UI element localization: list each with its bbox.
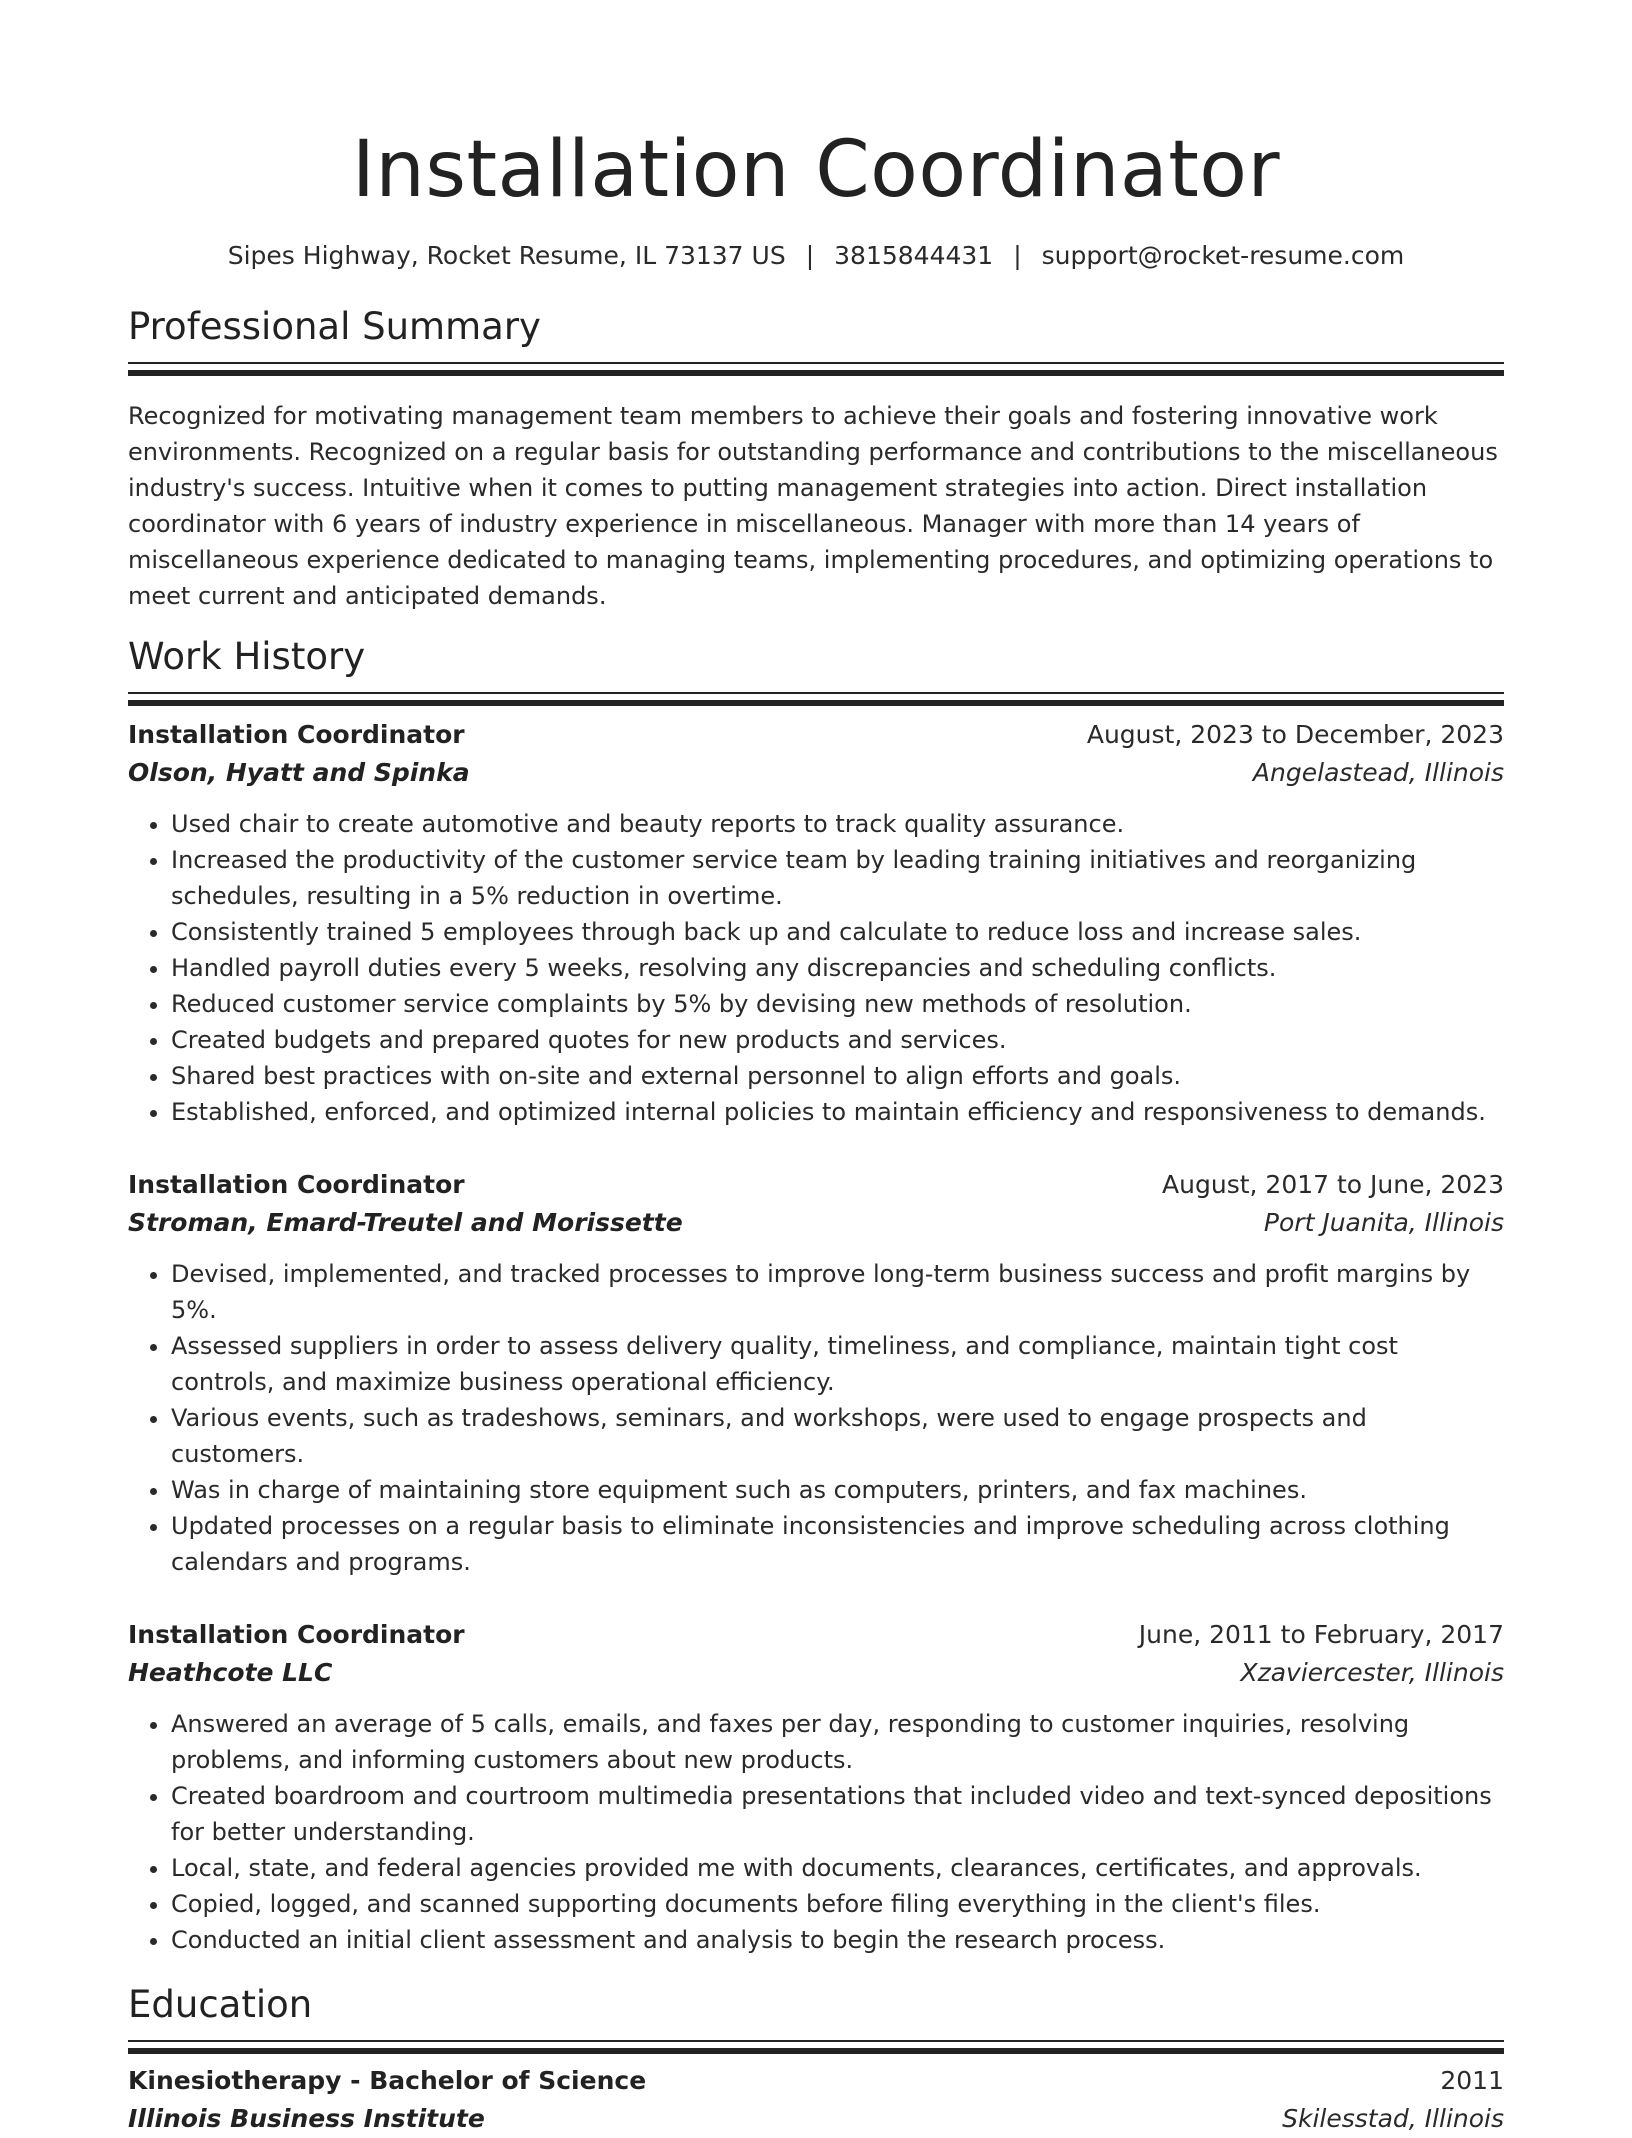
education-entry <box>128 2062 1504 2138</box>
bullet-item: • Shared best practices with on-site and external personnel to align efforts and goals. <box>171 1058 1504 1094</box>
education-year: 2011 <box>1440 2066 1504 2095</box>
education-section <box>128 1982 1504 2138</box>
job-title: Installation Coordinator <box>128 720 465 749</box>
bullet-item: • Increased the productivity of the customer service team by leading training initiatives and reorganizing schedules, resulting in a 5% reduction in overtime. <box>171 842 1504 914</box>
bullet-item: • Copied, logged, and scanned supporting documents before filing everything in the client's files. <box>171 1886 1504 1922</box>
job-dates: August, 2017 to June, 2023 <box>1162 1170 1504 1199</box>
education-location: Skilesstad, Illinois <box>1282 2104 1504 2133</box>
contact-separator: | <box>805 241 815 270</box>
bullet-item: • Reduced customer service complaints by 5% by devising new methods of resolution. <box>171 986 1504 1022</box>
bullet-item: • Consistently trained 5 employees through back up and calculate to reduce loss and increase sales. <box>171 914 1504 950</box>
education-school: Illinois Business Institute <box>128 2104 485 2133</box>
job-title: Installation Coordinator <box>128 1620 465 1649</box>
bullet-item: • Devised, implemented, and tracked processes to improve long-term business success and profit margins by 5%. <box>171 1256 1504 1328</box>
education-degree: Kinesiotherapy - Bachelor of Science <box>128 2066 647 2095</box>
section-divider <box>128 692 1504 694</box>
contact-line <box>128 240 1504 272</box>
summary-text: Recognized for motivating management team members to achieve their goals and fostering innovative work environments. Recognized on a regular basis for outstanding performance and contributions to the miscellaneous industry's success. Intuitive when it comes to putting management strategies into action. Direct installation coordinator with 6 years of industry experience in miscellaneous. Manager with more than 14 years of miscellaneous experience dedicated to managing teams, implementing procedures, and optimizing operations to meet current and anticipated demands. <box>128 402 1498 610</box>
section-title-education: Education <box>128 1983 313 2026</box>
job-dates: August, 2023 to December, 2023 <box>1086 720 1504 749</box>
bullet-item: • Conducted an initial client assessment and analysis to begin the research process. <box>171 1922 1504 1958</box>
job-bullets <box>128 1706 1504 1958</box>
job-bullets <box>128 806 1504 1130</box>
bullet-item: • Handled payroll duties every 5 weeks, resolving any discrepancies and scheduling conflicts. <box>171 950 1504 986</box>
job-company: Stroman, Emard-Treutel and Morissette <box>128 1208 683 1237</box>
section-title-summary: Professional Summary <box>128 305 541 348</box>
bullet-item: • Assessed suppliers in order to assess delivery quality, timeliness, and compliance, maintain tight cost controls, and maximize business operational efficiency. <box>171 1328 1504 1400</box>
job-company: Heathcote LLC <box>128 1658 333 1687</box>
section-divider <box>128 2040 1504 2042</box>
job-bullets <box>128 1256 1504 1580</box>
job-entry <box>128 1166 1504 1580</box>
job-location: Xzaviercester, Illinois <box>1240 1658 1504 1687</box>
bullet-item: • Local, state, and federal agencies provided me with documents, clearances, certificates, and approvals. <box>171 1850 1504 1886</box>
contact-address: Sipes Highway, Rocket Resume, IL 73137 US <box>227 241 786 270</box>
contact-email: support@rocket-resume.com <box>1041 241 1405 270</box>
contact-separator: | <box>1013 241 1022 270</box>
job-dates: June, 2011 to February, 2017 <box>1138 1620 1504 1649</box>
bullet-item: • Created boardroom and courtroom multimedia presentations that included video and text-synced depositions for better understanding. <box>171 1778 1504 1850</box>
resume-page <box>128 0 1504 2138</box>
job-entry <box>128 1616 1504 1958</box>
bullet-item: • Was in charge of maintaining store equipment such as computers, printers, and fax machines. <box>171 1472 1504 1508</box>
job-entry <box>128 716 1504 1130</box>
section-divider <box>128 362 1504 364</box>
job-location: Port Juanita, Illinois <box>1263 1208 1504 1237</box>
job-title: Installation Coordinator <box>128 1170 465 1199</box>
work-history-section <box>128 634 1504 1958</box>
bullet-item: • Created budgets and prepared quotes for new products and services. <box>171 1022 1504 1058</box>
candidate-name: Installation Coordinator <box>351 125 1281 215</box>
bullet-item: • Established, enforced, and optimized internal policies to maintain efficiency and responsiveness to demands. <box>171 1094 1504 1130</box>
bullet-item: • Answered an average of 5 calls, emails, and faxes per day, responding to customer inquiries, resolving problems, and informing customers about new products. <box>171 1706 1504 1778</box>
bullet-item: • Used chair to create automotive and beauty reports to track quality assurance. <box>171 806 1504 842</box>
job-company: Olson, Hyatt and Spinka <box>128 758 470 787</box>
bullet-item: • Various events, such as tradeshows, seminars, and workshops, were used to engage prospects and customers. <box>171 1400 1504 1472</box>
contact-phone: 3815844431 <box>834 241 994 270</box>
bullet-item: • Updated processes on a regular basis to eliminate inconsistencies and improve scheduling across clothing calendars and programs. <box>171 1508 1504 1580</box>
section-title-work-history: Work History <box>128 635 366 678</box>
professional-summary-section <box>128 304 1504 614</box>
job-location: Angelastead, Illinois <box>1252 758 1504 787</box>
